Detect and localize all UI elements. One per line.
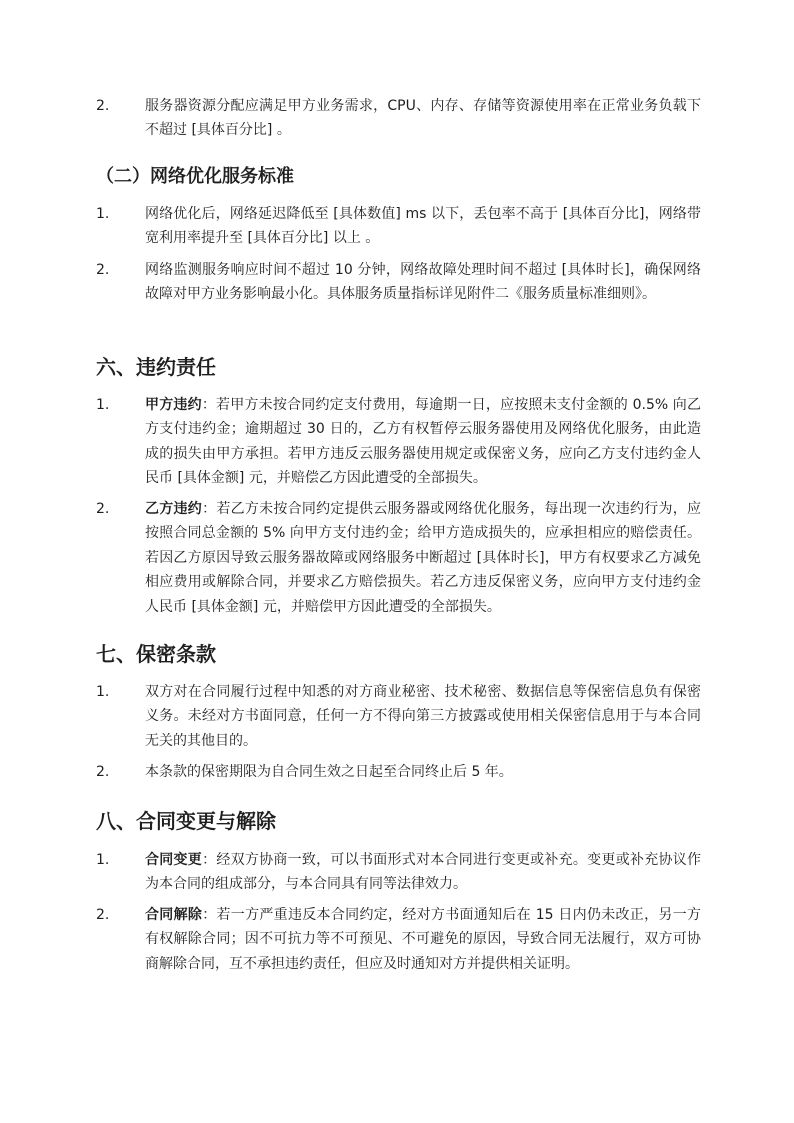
list-number: 1. <box>96 397 110 413</box>
list-number: 1. <box>96 206 110 222</box>
list-text: 双方对在合同履行过程中知悉的对方商业秘密、技术秘密、数据信息等保密信息负有保密义务。未经对方书面同意，任何一方不得向第三方披露或使用相关保密信息用于与本合同无关的其他目的。 <box>145 684 701 749</box>
list-item <box>96 497 706 619</box>
list-text <box>145 497 701 619</box>
list-number: 2. <box>96 907 110 923</box>
section-heading-breach: 六、违约责任 <box>96 355 216 379</box>
section-heading-modification: 八、合同变更与解除 <box>96 809 276 833</box>
section-heading-confidentiality: 七、保密条款 <box>96 642 216 666</box>
list-text <box>145 848 701 897</box>
list-text <box>145 903 701 976</box>
term-label: 甲方违约 <box>145 397 202 413</box>
subsection-heading-network-standard: （二）网络优化服务标准 <box>96 166 294 187</box>
list-number: 1. <box>96 852 110 868</box>
list-number: 2. <box>96 262 110 278</box>
term-label: 乙方违约 <box>145 501 203 517</box>
list-text <box>145 393 701 491</box>
term-body: ：若一方严重违反本合同约定，经对方书面通知后在 15 日内仍未改正，另一方有权解除合同；因不可抗力等不可预见、不可避免的原因，导致合同无法履行，双方可协商解除合同，互不承担违约责任，但应及时通知对方并提供相关证明。 <box>145 907 701 972</box>
term-body: ：若甲方未按合同约定支付费用，每逾期一日，应按照未支付金额的 0.5% 向乙方支付违约金；逾期超过 30 日的，乙方有权暂停云服务器使用及网络优化服务，由此造成的损失由甲方承担。若甲方违反云服务器使用规定或保密义务，应向乙方支付违约金人民币 [具体金额] 元，并赔偿乙方因此遭受的全部损失。 <box>145 397 702 487</box>
list-item <box>96 202 706 251</box>
list-item <box>96 94 706 143</box>
list-number: 2. <box>96 98 110 114</box>
list-item <box>96 680 706 753</box>
term-label: 合同解除 <box>145 907 203 923</box>
list-item <box>96 903 706 976</box>
list-text: 网络优化后，网络延迟降低至 [具体数值] ms 以下，丢包率不高于 [具体百分比]，网络带宽利用率提升至 [具体百分比] 以上 。 <box>145 206 701 247</box>
list-item <box>96 393 706 491</box>
term-body: ：若乙方未按合同约定提供云服务器或网络优化服务，每出现一次违约行为，应按照合同总金额的 5% 向甲方支付违约金；给甲方造成损失的，应承担相应的赔偿责任。若因乙方原因导致云服务器故障或网络服务中断超过 [具体时长]，甲方有权要求乙方减免相应费用或解除合同，并要求乙方赔偿损失。若乙方违反保密义务，应向甲方支付违约金人民币 [具体金额] 元，并赔偿甲方因此遭受的全部损失。 <box>145 501 702 615</box>
term-body: ：经双方协商一致，可以书面形式对本合同进行变更或补充。变更或补充协议作为本合同的组成部分，与本合同具有同等法律效力。 <box>145 852 702 893</box>
list-number: 1. <box>96 684 110 700</box>
list-item <box>96 848 706 897</box>
list-text: 本条款的保密期限为自合同生效之日起至合同终止后 5 年。 <box>145 764 513 780</box>
term-label: 合同变更 <box>145 852 203 868</box>
list-number: 2. <box>96 501 110 517</box>
list-number: 2. <box>96 764 110 780</box>
list-text: 网络监测服务响应时间不超过 10 分钟，网络故障处理时间不超过 [具体时长]，确保网络故障对甲方业务影响最小化。具体服务质量指标详见附件二《服务质量标准细则》。 <box>145 262 701 303</box>
list-text: 服务器资源分配应满足甲方业务需求，CPU、内存、存储等资源使用率在正常业务负载下不超过 [具体百分比] 。 <box>145 98 701 139</box>
list-item <box>96 760 706 784</box>
list-item <box>96 258 706 307</box>
